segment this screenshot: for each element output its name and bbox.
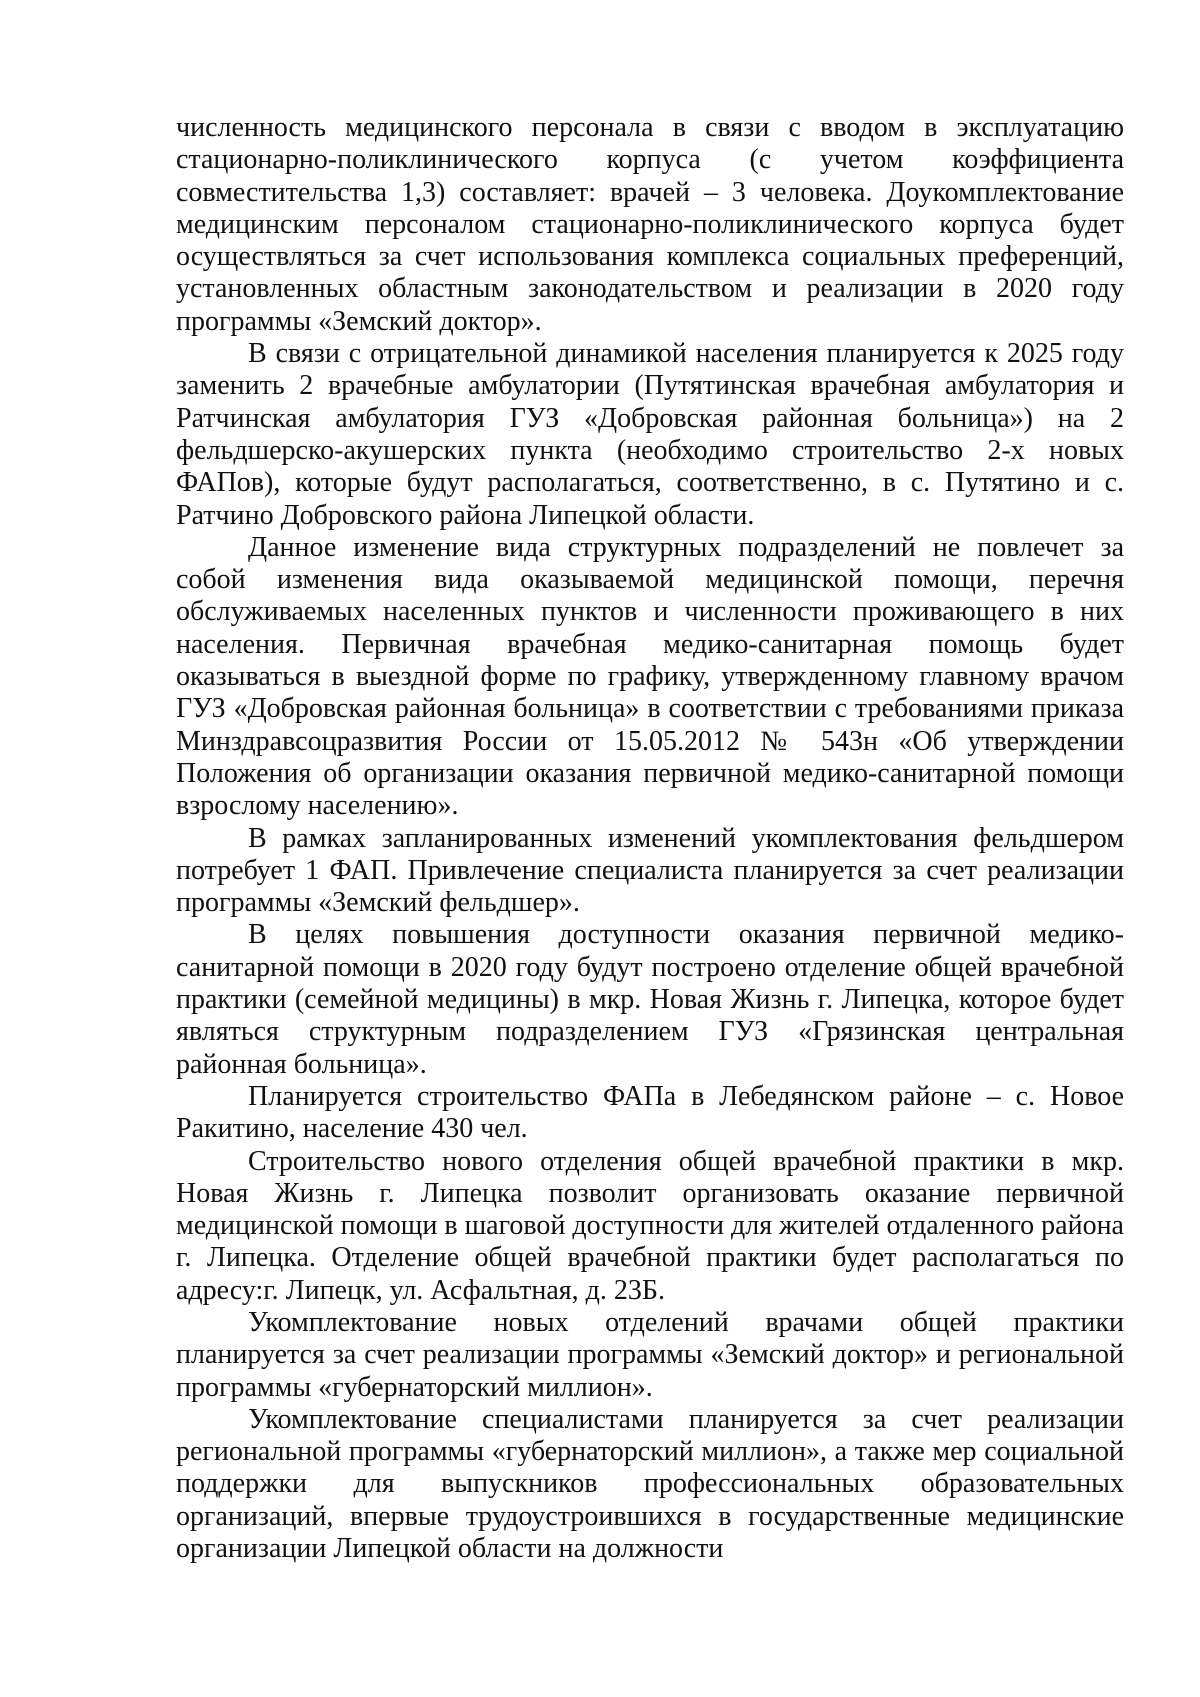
paragraph: Строительство нового отделения общей врачебной практики в мкр. Новая Жизнь г. Липецка позволит организовать оказание первичной медицинской помощи в шаговой доступности для жителей отдаленного района г. Липецка. Отделение общей врачебной практики будет располагаться по адресу:г. Липецк, ул. Асфальтная, д. 23Б. — [176, 1145, 1124, 1306]
paragraph: Планируется строительство ФАПа в Лебедянском районе – с. Новое Ракитино, население 430 чел. — [176, 1080, 1124, 1145]
paragraph: В рамках запланированных изменений укомплектования фельдшером потребует 1 ФАП. Привлечение специалиста планируется за счет реализации программы «Земский фельдшер». — [176, 822, 1124, 919]
paragraph: В целях повышения доступности оказания первичной медико-санитарной помощи в 2020 году будут построено отделение общей врачебной практики (семейной медицины) в мкр. Новая Жизнь г. Липецка, которое будет являться структурным подразделением ГУЗ «Грязинская центральная районная больница». — [176, 919, 1124, 1080]
paragraph-continuation: численность медицинского персонала в связи с вводом в эксплуатацию стационарно-поликлинического корпуса (с учетом коэффициента совместительства 1,3) составляет: врачей – 3 человека. Доукомплектование медицинским персоналом стационарно-поликлинического корпуса будет осуществляться за счет использования комплекса социальных преференций, установленных областным законодательством и реализации в 2020 году программы «Земский доктор». — [176, 112, 1124, 337]
document-body — [176, 112, 1124, 1565]
paragraph: Укомплектование специалистами планируется за счет реализации региональной программы «губернаторский миллион», а также мер социальной поддержки для выпускников профессиональных образовательных организаций, впервые трудоустроившихся в государственные медицинские организации Липецкой области на должности — [176, 1403, 1124, 1565]
paragraph: Укомплектование новых отделений врачами общей практики планируется за счет реализации программы «Земский доктор» и региональной программы «губернаторский миллион». — [176, 1306, 1124, 1403]
paragraph: В связи с отрицательной динамикой населения планируется к 2025 году заменить 2 врачебные амбулатории (Путятинская врачебная амбулатория и Ратчинская амбулатория ГУЗ «Добровская районная больница») на 2 фельдшерско-акушерских пункта (необходимо строительство 2-х новых ФАПов), которые будут располагаться, соответственно, в с. Путятино и с. Ратчино Добровского района Липецкой области. — [176, 338, 1124, 531]
paragraph: Данное изменение вида структурных подразделений не повлечет за собой изменения вида оказываемой медицинской помощи, перечня обслуживаемых населенных пунктов и численности проживающего в них населения. Первичная врачебная медико-санитарная помощь будет оказываться в выездной форме по графику, утвержденному главному врачом ГУЗ «Добровская районная больница» в соответствии с требованиями приказа Минздравсоцразвития России от 15.05.2012 № 543н «Об утверждении Положения об организации оказания первичной медико-санитарной помощи взрослому населению». — [176, 531, 1124, 822]
